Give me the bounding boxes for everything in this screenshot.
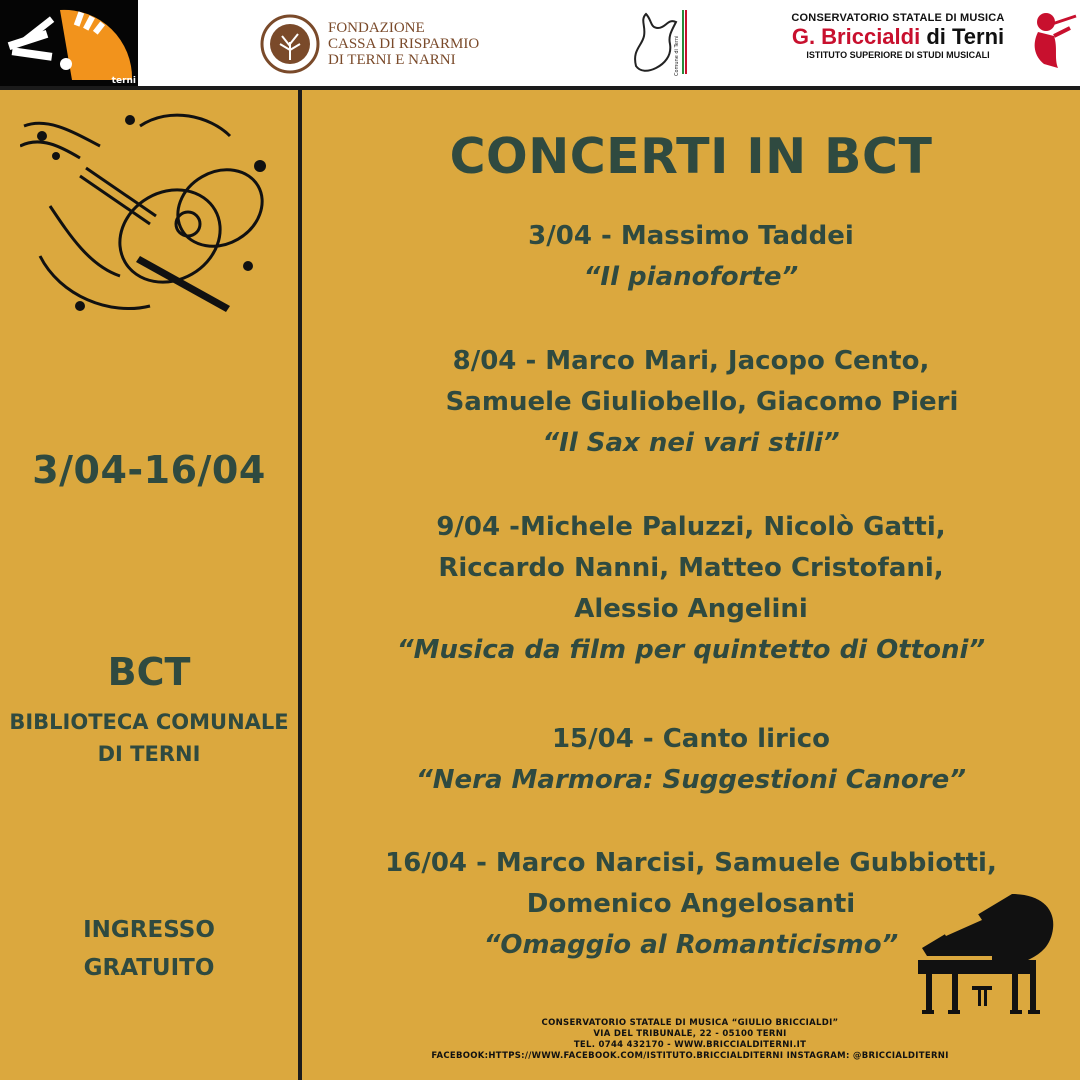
event-performers: 16/04 - Marco Narcisi, Samuele Gubbiotti,: [385, 848, 997, 878]
event-performers: 15/04 - Canto lirico: [551, 724, 831, 754]
event-item: [302, 507, 1080, 671]
venue-line-1: BIBLIOTECA COMUNALE: [9, 710, 289, 734]
guitar-illustration-icon: [20, 106, 282, 334]
event-title: “Omaggio al Romanticismo”: [483, 930, 899, 960]
event-performers: Domenico Angelosanti: [526, 889, 856, 919]
footer-line: FACEBOOK:HTTPS://WWW.FACEBOOK.COM/ISTITUTO.BRICCIALDITERNI INSTAGRAM: @BRICCIALDITERNI: [431, 1051, 949, 1061]
event-title: “Il pianoforte”: [583, 262, 799, 292]
event-performers: Alessio Angelini: [574, 594, 808, 624]
tree-seal-icon: [260, 14, 320, 74]
griffin-crest-icon: [628, 6, 690, 80]
conservatorio-name-red: G. Briccialdi: [791, 24, 921, 49]
event-item: [302, 216, 1080, 298]
venue-short: BCT: [107, 650, 191, 694]
fondazione-logo: [260, 14, 479, 74]
event-title: “Il Sax nei vari stili”: [542, 428, 840, 458]
footer-line: TEL. 0744 432170 - WWW.BRICCIALDITERNI.IT: [573, 1040, 807, 1050]
speaker-logo-icon: [0, 0, 138, 86]
event-performers: 3/04 - Massimo Taddei: [528, 221, 854, 251]
footer-line: CONSERVATORIO STATALE DI MUSICA “GIULIO BRICCIALDI”: [541, 1018, 839, 1028]
event-item: [302, 719, 1080, 801]
event-performers: 8/04 - Marco Mari, Jacopo Cento,: [452, 346, 930, 376]
grand-piano-icon: [912, 890, 1060, 1020]
conservatorio-logo: [772, 12, 1024, 60]
contact-footer: [410, 1018, 970, 1062]
event-item: [302, 341, 1080, 464]
venue-name: [0, 706, 298, 770]
entry-line-2: GRATUITO: [83, 955, 215, 981]
conservatorio-name-black: di Terni: [920, 24, 1005, 49]
event-title: “Musica da film per quintetto di Ottoni”: [396, 635, 986, 665]
event-performers: Riccardo Nanni, Matteo Cristofani,: [438, 553, 944, 583]
flute-player-icon: [1024, 10, 1078, 72]
footer-line: VIA DEL TRIBUNALE, 22 - 05100 TERNI: [593, 1029, 787, 1039]
event-performers: 9/04 -Michele Paluzzi, Nicolò Gatti,: [436, 512, 946, 542]
date-range: 3/04-16/04: [32, 448, 266, 492]
sponsor-header: [0, 0, 1080, 86]
entry-info: [0, 911, 298, 987]
page-title: CONCERTI IN BCT: [449, 128, 933, 185]
logo-text: terni: [111, 76, 136, 86]
conservatorio-subtitle: ISTITUTO SUPERIORE DI STUDI MUSICALI: [806, 50, 990, 60]
entry-line-1: INGRESSO: [83, 917, 215, 943]
fondazione-line-1: FONDAZIONE: [328, 20, 425, 36]
fondazione-line-3: DI TERNI E NARNI: [328, 52, 456, 68]
header-divider: [0, 86, 1080, 90]
conservatorio-top: CONSERVATORIO STATALE DI MUSICA: [791, 12, 1005, 24]
venue-line-2: DI TERNI: [97, 742, 201, 766]
fondazione-line-2: CASSA DI RISPARMIO: [328, 36, 480, 52]
comune-text: Comune di Terni: [674, 35, 680, 76]
event-performers: Samuele Giuliobello, Giacomo Pieri: [445, 387, 959, 417]
event-title: “Nera Marmora: Suggestioni Canore”: [415, 765, 966, 795]
